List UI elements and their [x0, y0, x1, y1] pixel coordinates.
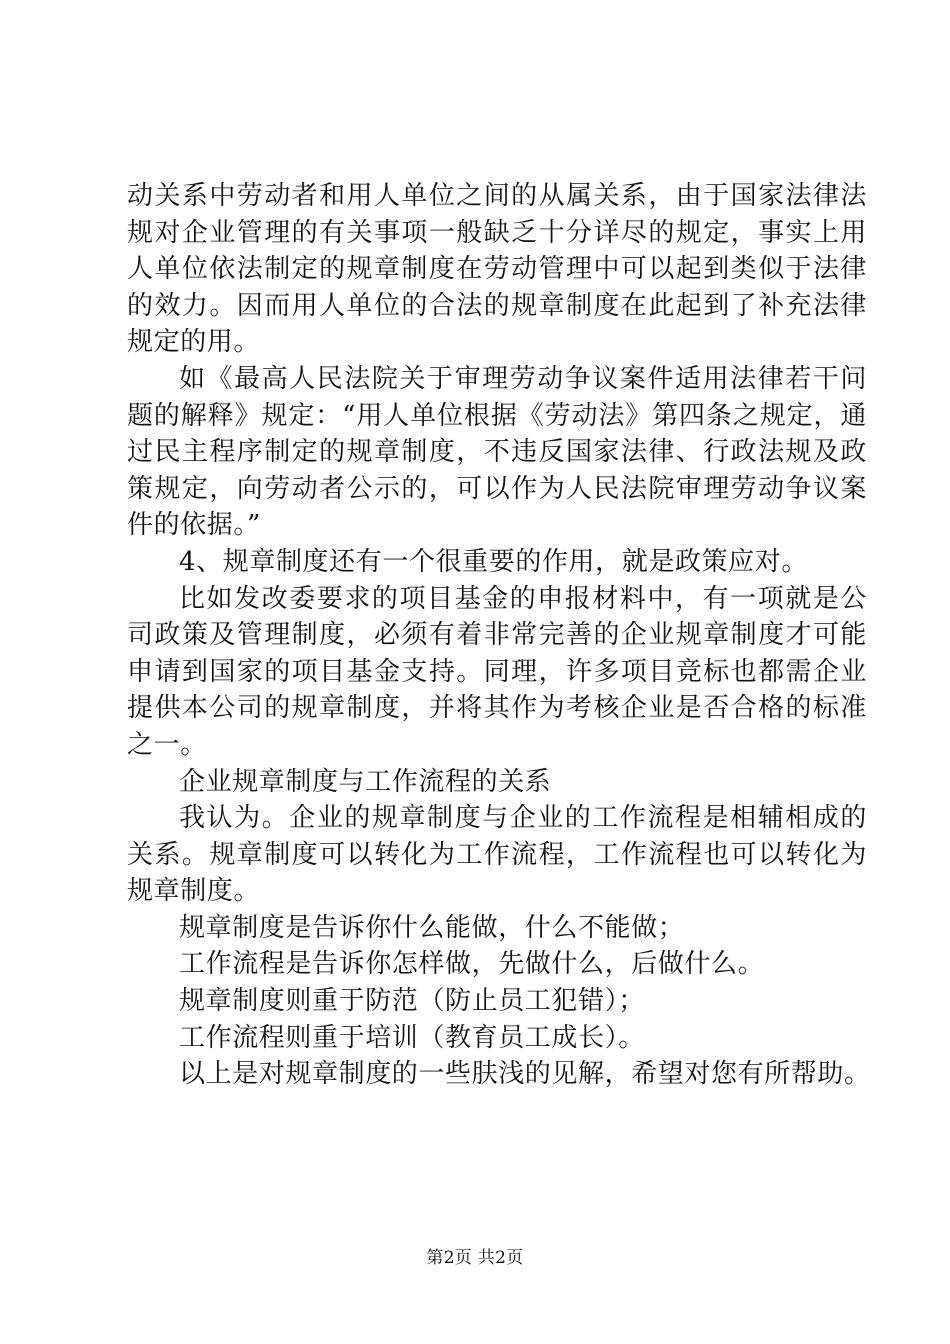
page-footer: 第2页 共2页: [426, 1248, 524, 1268]
paragraph-relationship: 我认为。企业的规章制度与企业的工作流程是相辅相成的关系。规章制度可以转化为工作流程，工作流程也可以转化为规章制度。: [127, 803, 867, 907]
paragraph-closing: 以上是对规章制度的一些肤浅的见解，希望对您有所帮助。: [179, 1059, 871, 1090]
paragraph-rules-what: 规章制度是告诉你什么能做，什么不能做；: [179, 912, 685, 943]
paragraph-rules-prevention: 规章制度则重于防范（防止员工犯错）；: [179, 986, 645, 1017]
paragraph-process-how: 工作流程是告诉你怎样做，先做什么，后做什么。: [179, 949, 765, 980]
document-body: [127, 178, 871, 1093]
paragraph-judicial-interpretation: 如《最高人民法院关于审理劳动争议案件适用法律若干问题的解释》规定：“用人单位根据《劳动法》第四条之规定，通过民主程序制定的规章制度，不违反国家法律、行政法规及政策规定，向劳动者公示的，可以作为人民法院审理劳动争议案件的依据。”: [127, 363, 867, 541]
paragraph-policy-response: 4、规章制度还有一个很重要的作用，就是政策应对。: [179, 546, 808, 577]
paragraph-process-training: 工作流程则重于培训（教育员工成长）。: [179, 1022, 645, 1053]
paragraph-project-fund: 比如发改委要求的项目基金的申报材料中，有一项就是公司政策及管理制度，必须有着非常完善的企业规章制度才可能申请到国家的项目基金支持。同理，许多项目竞标也都需企业提供本公司的规章制度，并将其作为考核企业是否合格的标准之一。: [127, 583, 867, 760]
section-heading: 企业规章制度与工作流程的关系: [179, 766, 552, 797]
paragraph-continuation: 动关系中劳动者和用人单位之间的从属关系，由于国家法律法规对企业管理的有关事项一般缺乏十分详尽的规定，事实上用人单位依法制定的规章制度在劳动管理中可以起到类似于法律的效力。因而用人单位的合法的规章制度在此起到了补充法律规定的用。: [127, 181, 867, 358]
